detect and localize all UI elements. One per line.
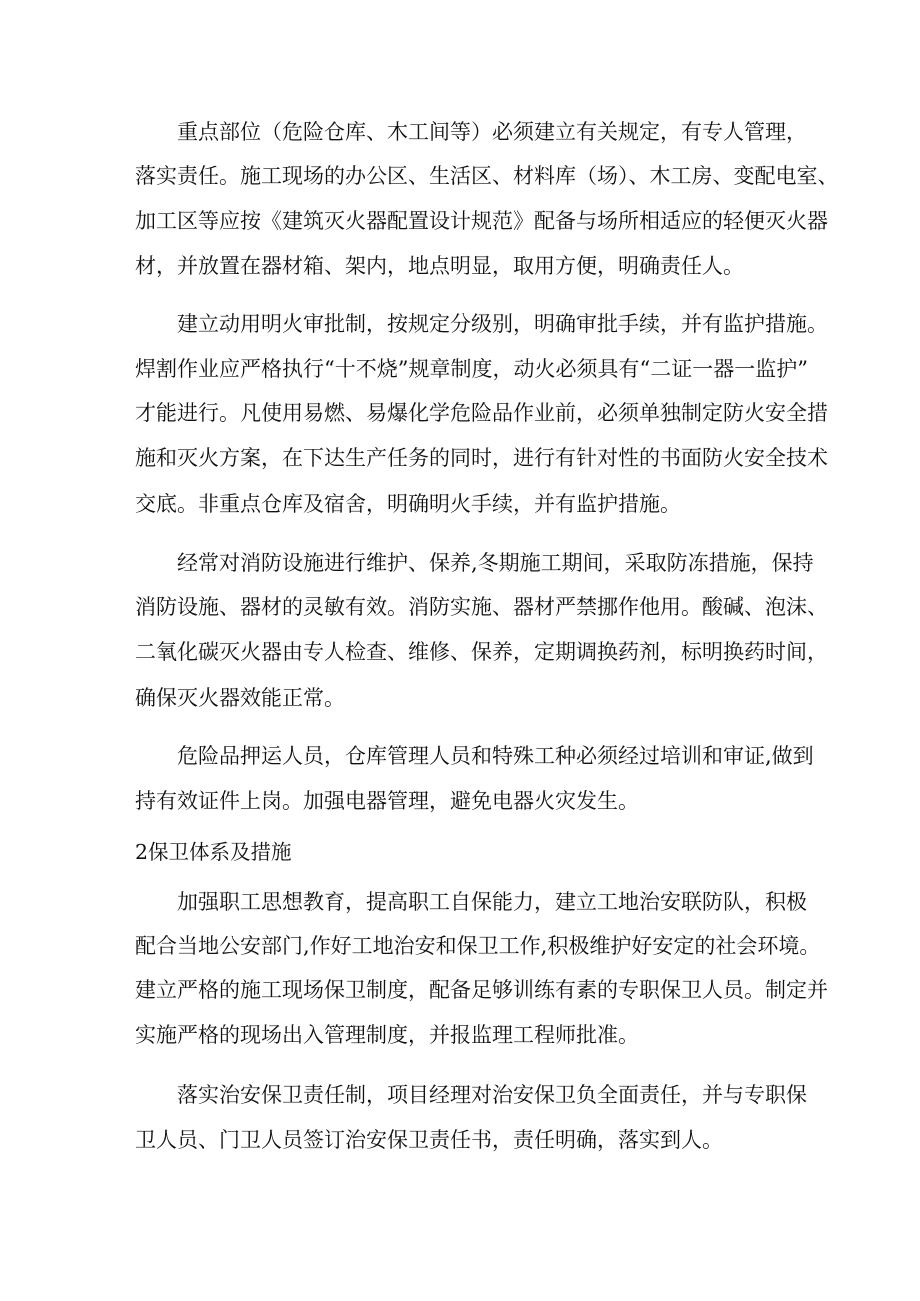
paragraph-3-line-1: 经常对消防设施进行维护、保养,冬期施工期间，采取防冻措施，保持 bbox=[177, 551, 814, 575]
paragraph-1-line-3: 加工区等应按《建筑灭火器配置设计规范》配备与场所相适应的轻便灭火器 bbox=[135, 209, 828, 233]
paragraph-5-line-2: 配合当地公安部门,作好工地治安和保卫工作,积极维护好安定的社会环境。 bbox=[135, 934, 821, 958]
paragraph-6-line-2: 卫人员、门卫人员签订治安保卫责任书，责任明确，落实到人。 bbox=[135, 1128, 723, 1152]
paragraph-3-line-3: 二氧化碳灭火器由专人检查、维修、保养，定期调换药剂，标明换药时间， bbox=[135, 640, 828, 664]
paragraph-3-line-2: 消防设施、器材的灵敏有效。消防实施、器材严禁挪作他用。酸碱、泡沫、 bbox=[135, 595, 828, 619]
paragraph-5-line-3: 建立严格的施工现场保卫制度，配备足够训练有素的专职保卫人员。制定并 bbox=[135, 978, 828, 1002]
paragraph-2-line-5: 交底。非重点仓库及宿舍，明确明火手续，并有监护措施。 bbox=[135, 492, 681, 516]
paragraph-2-line-2: 焊割作业应严格执行“十不烧”规章制度，动火必须具有“二证一器一监护” bbox=[135, 357, 808, 381]
paragraph-2-line-3: 才能进行。凡使用易燃、易爆化学危险品作业前，必须单独制定防火安全措 bbox=[135, 401, 828, 425]
paragraph-2-line-4: 施和灭火方案，在下达生产任务的同时，进行有针对性的书面防火安全技术 bbox=[135, 446, 828, 470]
paragraph-3-line-4: 确保灭火器效能正常。 bbox=[135, 686, 345, 710]
paragraph-5-line-4: 实施严格的现场出入管理制度，并报监理工程师批准。 bbox=[135, 1023, 639, 1047]
paragraph-1-line-4: 材，并放置在器材箱、架内，地点明显，取用方便，明确责任人。 bbox=[135, 254, 744, 278]
paragraph-1-line-1: 重点部位（危险仓库、木工间等）必须建立有关规定，有专人管理， bbox=[177, 120, 807, 144]
paragraph-6-line-1: 落实治安保卫责任制，项目经理对治安保卫负全面责任，并与专职保 bbox=[177, 1083, 807, 1107]
paragraph-1-line-2: 落实责任。施工现场的办公区、生活区、材料库（场）、木工房、变配电室、 bbox=[135, 164, 839, 188]
paragraph-5-line-1: 加强职工思想教育，提高职工自保能力，建立工地治安联防队，积极 bbox=[177, 890, 807, 914]
paragraph-4-line-2: 持有效证件上岗。加强电器管理，避免电器火灾发生。 bbox=[135, 789, 639, 813]
paragraph-4-line-1: 危险品押运人员，仓库管理人员和特殊工种必须经过培训和审证,做到 bbox=[177, 744, 814, 768]
paragraph-2-line-1: 建立动用明火审批制，按规定分级别，明确审批手续，并有监护措施。 bbox=[177, 312, 828, 336]
section-heading: 2保卫体系及措施 bbox=[135, 840, 292, 864]
